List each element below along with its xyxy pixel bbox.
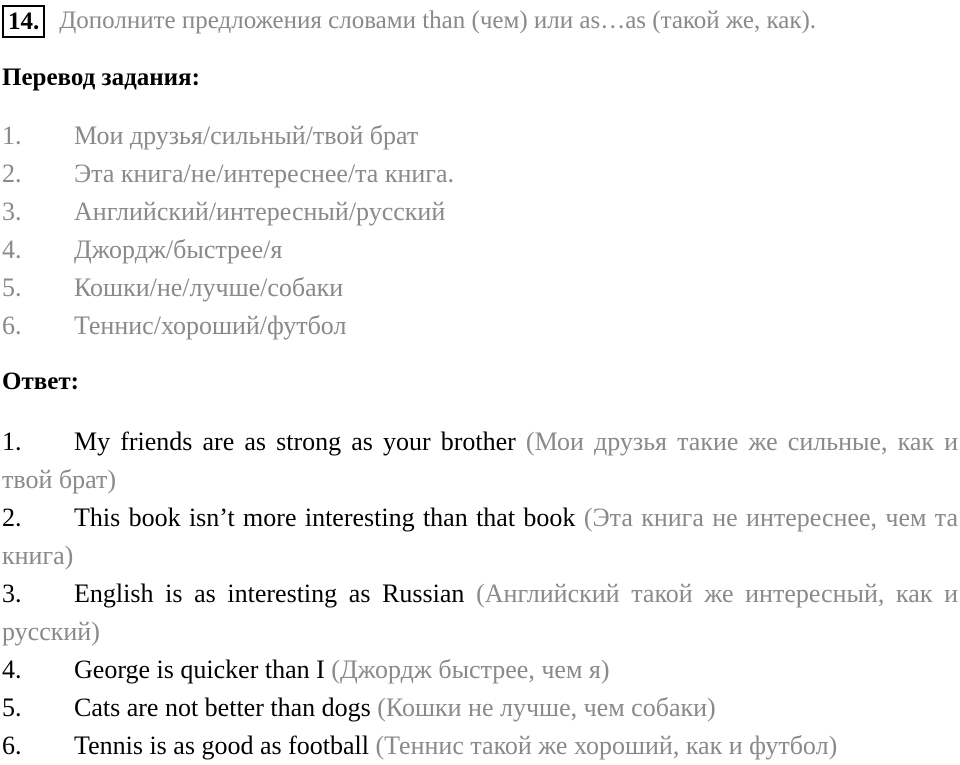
translation-item-number: 4. <box>2 235 22 264</box>
answer-russian: (Теннис такой же хороший, как и футбол) <box>375 731 838 760</box>
answer-english: Tennis is as good as football <box>74 731 369 760</box>
task-number-box: 14. <box>2 5 45 38</box>
answer-item <box>2 499 958 575</box>
translation-heading: Перевод задания: <box>2 64 200 91</box>
answer-item-number: 4. <box>2 655 22 684</box>
translation-item-text: Мои друзья/сильный/твой брат <box>74 121 419 150</box>
answer-item <box>2 651 958 689</box>
answer-english: My friends are as strong as your brother <box>74 427 516 456</box>
answer-item-number: 6. <box>2 731 22 760</box>
translation-item-number: 1. <box>2 121 22 150</box>
answer-russian: (Джордж быстрее, чем я) <box>331 655 610 684</box>
answer-item-number: 5. <box>2 693 22 722</box>
task-header <box>2 4 816 38</box>
translation-item-number: 2. <box>2 159 22 188</box>
answer-item-number: 1. <box>2 427 22 456</box>
answer-item <box>2 423 958 499</box>
translation-item-number: 5. <box>2 273 22 302</box>
answer-item <box>2 727 958 765</box>
translation-item-text: Кошки/не/лучше/собаки <box>74 273 344 302</box>
answer-english: This book isn’t more interesting than that book <box>74 503 576 532</box>
answer-item-number: 2. <box>2 503 22 532</box>
answer-russian: (Кошки не лучше, чем собаки) <box>377 693 716 722</box>
answer-russian: (Эта книга не интереснее, чем та книга) <box>2 503 959 570</box>
answer-heading: Ответ: <box>2 368 79 395</box>
translation-item-text: Джордж/быстрее/я <box>74 235 283 264</box>
answer-russian: (Мои друзья такие же сильные, как и твой брат) <box>2 427 959 494</box>
answer-russian: (Английский такой же интересный, как и русский) <box>2 579 959 646</box>
translation-item-text: Эта книга/не/интереснее/та книга. <box>74 159 455 188</box>
translation-item-text: Теннис/хороший/футбол <box>74 311 347 340</box>
answer-item <box>2 689 958 727</box>
answer-english: Cats are not better than dogs <box>74 693 371 722</box>
answer-english: George is quicker than I <box>74 655 325 684</box>
answer-english: English is as interesting as Russian <box>74 579 465 608</box>
answer-item <box>2 575 958 651</box>
translation-item-number: 6. <box>2 311 22 340</box>
translation-item-text: Английский/интересный/русский <box>74 197 446 226</box>
answer-item-number: 3. <box>2 579 22 608</box>
translation-item-number: 3. <box>2 197 22 226</box>
task-instruction: Дополните предложения словами than (чем) или as…as (такой же, как). <box>59 7 817 34</box>
